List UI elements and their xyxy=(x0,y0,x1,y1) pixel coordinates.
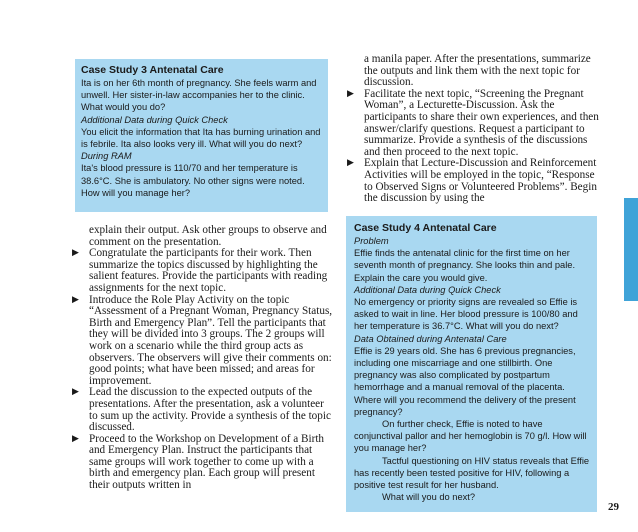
left-lead-paragraph: explain their output. Ask other groups to observe and comment on the presentation. xyxy=(89,224,327,248)
case-study-4-subheading-quick-check: Additional Data during Quick Check xyxy=(354,284,501,295)
left-bullet-1-text: Congratulate the participants for their work. Then summarize the topics discussed by highlighting the salient features. Provide the participants with reading assignments for the next topic. xyxy=(89,247,328,294)
case-study-4-label: Case Study 4 xyxy=(354,222,420,234)
right-column-text xyxy=(347,53,602,205)
case-study-4-topic: Antenatal Care xyxy=(422,222,497,234)
triangle-bullet-icon: ▶ xyxy=(347,88,354,99)
case-study-4-subheading-problem: Problem xyxy=(354,236,389,246)
case-study-4-title xyxy=(354,222,592,235)
case-study-4-next-question: What will you do next? xyxy=(382,492,476,503)
case-study-3-ram-text: Ita's blood pressure is 110/70 and her temperature is 38.6°C. She is ambulatory. No other signs were noted. How will you manage her? xyxy=(81,163,305,198)
triangle-bullet-icon: ▶ xyxy=(72,387,79,398)
triangle-bullet-icon: ▶ xyxy=(72,294,79,305)
left-bullet-3-text: Lead the discussion to the expected outputs of the presentations. After the presentation, ask a volunteer to sum up the activity. Provide a synthesis of the topic discussed. xyxy=(89,386,331,434)
left-bullet-2-text: Introduce the Role Play Activity on the topic “Assessment of a Pregnant Woman, Pregnancy Status, Birth and Emergency Plan”. Tell the participants that they will be divided into 3 groups. The 2 groups will work on a scenario while the third group acts as observers. The observers will give their comments on: good points; what have been missed; and areas for improvement. xyxy=(89,293,333,387)
case-study-4-quick-check-text: No emergency or priority signs are revealed so Effie is asked to wait in line. Her blood pressure is 100/80 and her temperature is 36.7°C. What will you do next? xyxy=(354,297,578,332)
case-study-4-subheading-antenatal: Data Obtained during Antenatal Care xyxy=(354,333,507,344)
case-study-4-problem-text: Effie finds the antenatal clinic for the first time on her seventh month of pregnancy. She looks thin and pale. Explain the care you would give. xyxy=(354,248,576,283)
left-bullet-4 xyxy=(72,432,333,492)
right-bullet-2-text: Explain that Lecture-Discussion and Reinforcement Activities will be employed in the topic, “Response to Observed Signs or Volunteered Problems”. Begin the discussion by using the xyxy=(364,157,597,205)
case-study-3-intro: Ita is on her 6th month of pregnancy. She feels warm and unwell. Her sister-in-law accompanies her to the clinic. What would you do? xyxy=(81,78,317,113)
case-study-3-subheading-quick-check: Additional Data during Quick Check xyxy=(81,114,228,125)
left-bullet-3 xyxy=(72,386,333,434)
left-bullet-2 xyxy=(72,293,333,388)
right-bullet-1 xyxy=(347,87,602,159)
page-number: 29 xyxy=(608,501,619,513)
case-study-3-subheading-ram: During RAM xyxy=(81,151,132,162)
triangle-bullet-icon: ▶ xyxy=(72,248,79,259)
case-study-3-title xyxy=(81,64,324,77)
left-bullet-4-text: Proceed to the Workshop on Development of a Birth and Emergency Plan. Instruct the participants that same groups will work together to come up with a birth and emergency plan. Each group will present their outputs written in xyxy=(89,432,325,492)
case-study-4-further-check-text: On further check, Effie is noted to have conjunctival pallor and her hemoglobin is 70 g/l. How will you manage her? xyxy=(354,419,587,454)
right-bullet-1-text: Facilitate the next topic, “Screening the Pregnant Woman”, a Lecturette-Discussion. Ask the participants to share their own experiences, and then answer/clarify questions. Request a participant to summarize. Provide a synthesis of the discussions and then proceed to the next topic. xyxy=(364,87,599,158)
triangle-bullet-icon: ▶ xyxy=(72,433,79,444)
case-study-4-antenatal-text: Effie is 29 years old. She has 6 previous pregnancies, including one miscarriage and one stillbirth. One pregnancy was also complicated by postpartum hemorrhage and a manual removal of the placenta. Where will you recommend the delivery of the present pregnancy? xyxy=(354,345,576,417)
left-bullet-1 xyxy=(72,247,333,294)
case-study-4-hiv-text: Tactful questioning on HIV status reveals that Effie has recently been tested positive for HIV, following a positive test result for her husband. xyxy=(354,455,590,491)
right-bullet-2 xyxy=(347,157,602,205)
page-edge-tab xyxy=(624,198,638,301)
case-study-3-topic: Antenatal Care xyxy=(149,64,224,76)
triangle-bullet-icon: ▶ xyxy=(347,158,354,169)
left-column-text xyxy=(72,224,333,492)
case-study-3-quick-check-text: You elicit the information that Ita has burning urination and is febrile. Ita also looks very ill. What will you do next? xyxy=(81,126,321,150)
right-lead-paragraph: a manila paper. After the presentations, summarize the outputs and link them with the next topic for discussion. xyxy=(364,53,591,89)
case-study-3-box xyxy=(75,59,328,212)
case-study-3-label: Case Study 3 xyxy=(81,64,147,76)
case-study-4-box xyxy=(346,216,597,512)
